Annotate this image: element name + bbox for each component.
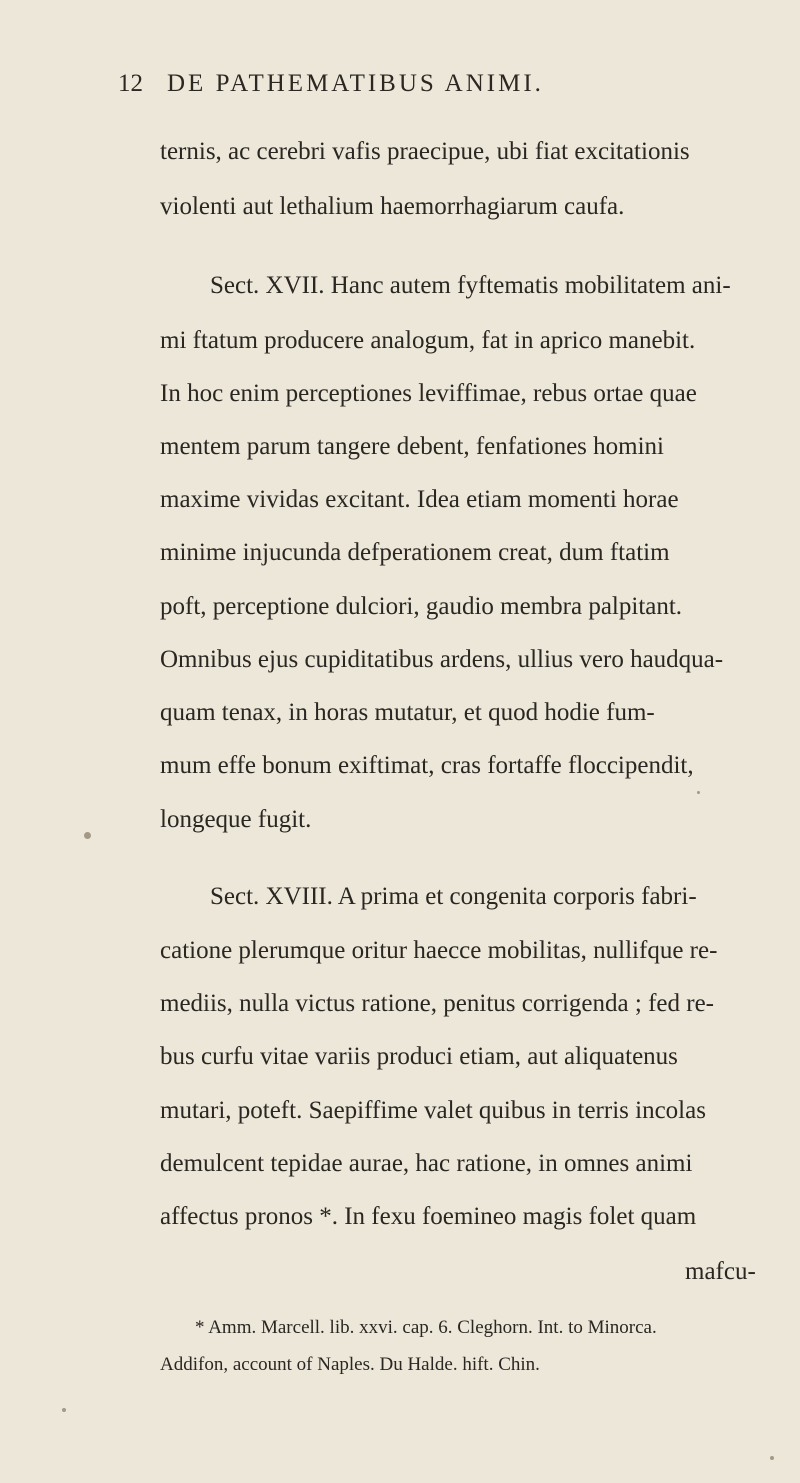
section-heading-line: Sect. XVII. Hanc autem fyftematis mobilitatem ani-: [210, 272, 731, 299]
text-line: Omnibus ejus cupiditatibus ardens, ullius vero haudqua-: [160, 646, 724, 673]
paper-speck: [697, 791, 700, 794]
text-line: In hoc enim perceptiones leviffimae, rebus ortae quae: [160, 380, 697, 407]
text-line: mi ftatum producere analogum, fat in aprico manebit.: [160, 327, 696, 354]
catchword: mafcu-: [685, 1258, 756, 1285]
text-line: demulcent tepidae aurae, hac ratione, in omnes animi: [160, 1150, 693, 1177]
page-number: 12: [118, 70, 143, 97]
text-line: longeque fugit.: [160, 806, 312, 833]
text-line: maxime vividas excitant. Idea etiam momenti horae: [160, 486, 679, 513]
text-line: bus curfu vitae variis produci etiam, aut aliquatenus: [160, 1043, 678, 1070]
footnote-line: * Amm. Marcell. lib. xxvi. cap. 6. Cleghorn. Int. to Minorca.: [195, 1317, 657, 1338]
text-line: catione plerumque oritur haecce mobilitas, nullifque re-: [160, 937, 718, 964]
text-line: affectus pronos *. In fexu foemineo magis folet quam: [160, 1203, 697, 1230]
text-line: ternis, ac cerebri vafis praecipue, ubi fiat excitationis: [160, 138, 690, 165]
footnote-line: Addifon, account of Naples. Du Halde. hift. Chin.: [160, 1354, 540, 1375]
paper-speck: [84, 832, 91, 839]
running-header: [118, 70, 544, 98]
text-line: mediis, nulla victus ratione, penitus corrigenda ; fed re-: [160, 990, 714, 1017]
text-line: mutari, poteft. Saepiffime valet quibus in terris incolas: [160, 1097, 706, 1124]
text-line: violenti aut lethalium haemorrhagiarum caufa.: [160, 193, 625, 220]
text-line: quam tenax, in horas mutatur, et quod hodie fum-: [160, 699, 655, 726]
text-line: minime injucunda defperationem creat, dum ftatim: [160, 539, 670, 566]
section-heading-line: Sect. XVIII. A prima et congenita corporis fabri-: [210, 883, 697, 910]
paper-speck: [770, 1456, 774, 1460]
paper-speck: [62, 1408, 66, 1412]
running-title: DE PATHEMATIBUS ANIMI.: [167, 70, 544, 97]
text-line: mentem parum tangere debent, fenfationes homini: [160, 433, 664, 460]
text-line: poft, perceptione dulciori, gaudio membra palpitant.: [160, 593, 683, 620]
text-line: mum effe bonum exiftimat, cras fortaffe floccipendit,: [160, 752, 694, 779]
